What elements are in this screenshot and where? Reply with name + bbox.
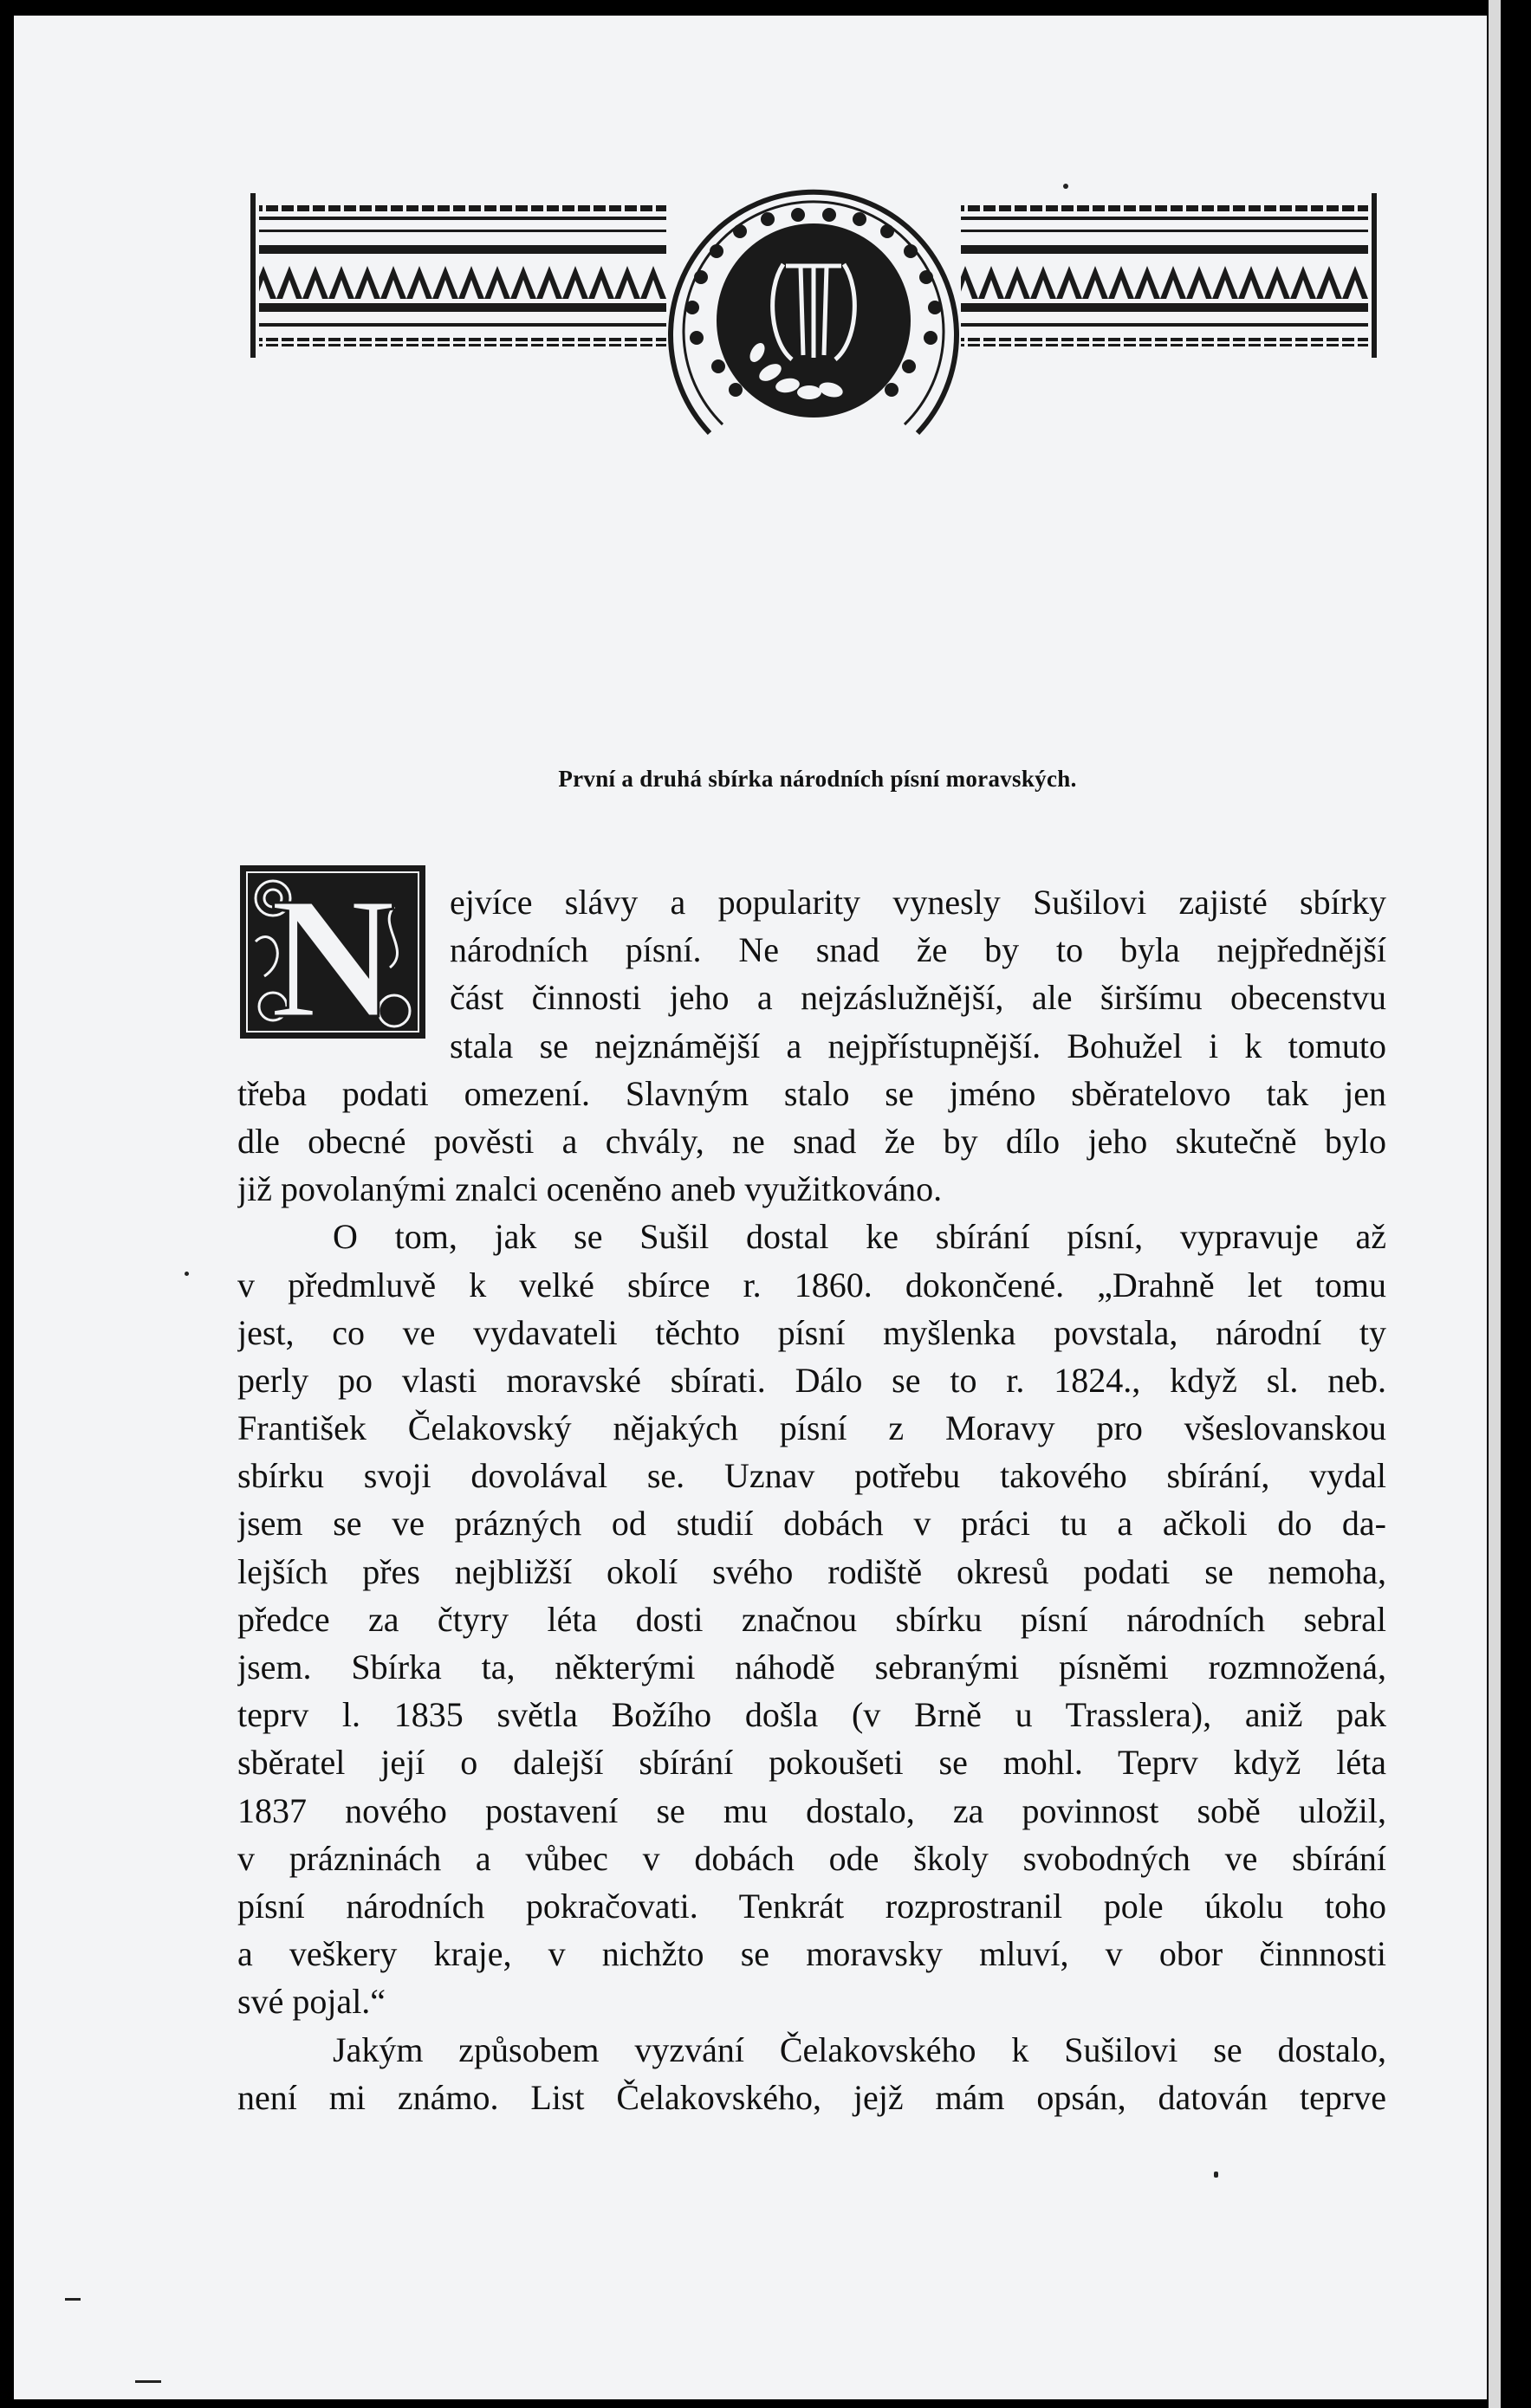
lyre-medallion: [671, 192, 957, 433]
right-band: [961, 193, 1377, 358]
section-heading: První a druhá sbírka národních písní moravských.: [558, 766, 1077, 792]
text-line: v předmluvě k velké sbírce r. 1860. dokončené. „Drahně let tomu: [237, 1265, 1386, 1304]
text-line: O tom, jak se Sušil dostal ke sbírání písní, vypravuje až: [333, 1217, 1386, 1257]
text-line: jsem se ve prázných od studií dobách v práci tu a ačkoli do da-: [237, 1504, 1386, 1544]
text-line: písní národních pokračovati. Tenkrát rozprostranil pole úkolu toho: [237, 1886, 1386, 1926]
text-line: sběratel její o dalejší sbírání pokoušeti se mohl. Teprv když léta: [237, 1743, 1386, 1783]
scan-speck: [185, 1272, 189, 1276]
page-edge: [1489, 0, 1501, 2408]
text-line: stala se nejznámější a nejpřístupnější. Bohužel i k tomuto: [450, 1026, 1386, 1065]
left-band: [250, 193, 666, 358]
drop-cap-letter: N: [269, 864, 396, 1047]
text-line: perly po vlasti moravské sbírati. Dálo se to r. 1824., když sl. neb.: [237, 1360, 1386, 1400]
text-line: teprv l. 1835 světla Božího došla (v Brně u Trasslera), aniž pak: [237, 1695, 1386, 1735]
text-line: předce za čtyry léta dosti značnou sbírku písní národních sebral: [237, 1599, 1386, 1639]
text-line: jest, co ve vydavateli těchto písní myšlenka povstala, národní ty: [237, 1312, 1386, 1352]
body-text: [237, 878, 1386, 2121]
text-line: třeba podati omezení. Slavným stalo se jméno sběratelovo tak jen: [237, 1073, 1386, 1113]
text-line: část činnosti jeho a nejzáslužnější, ale širšímu obecenstvu: [450, 978, 1386, 1018]
scan-speck: [1063, 184, 1068, 189]
header-ornament: [250, 169, 1377, 455]
text-line: již povolanými znalci oceněno aneb využitkováno.: [237, 1169, 943, 1209]
text-line: své pojal.“: [237, 1982, 386, 2022]
scan-speck: [135, 2380, 161, 2383]
text-line: lejších přes nejbližší okolí svého rodiště okresů podati se nemoha,: [237, 1551, 1386, 1591]
text-line: národních písní. Ne snad že by to byla nejpřednější: [450, 930, 1386, 970]
text-line: v prázninách a vůbec v dobách ode školy svobodných ve sbírání: [237, 1838, 1386, 1878]
text-line: dle obecné pověsti a chvály, ne snad že by dílo jeho skutečně bylo: [237, 1121, 1386, 1161]
text-line: Jakým způsobem vyzvání Čelakovského k Sušilovi se dostalo,: [333, 2029, 1386, 2069]
text-line: a veškery kraje, v nichžto se moravsky mluví, v obor činnnosti: [237, 1934, 1386, 1974]
text-line: ejvíce slávy a popularity vynesly Sušilovi zajisté sbírky: [450, 883, 1386, 922]
scan-speck: [1214, 2172, 1218, 2178]
text-line: sbírku svoji dovolával se. Uznav potřebu takového sbírání, vydal: [237, 1456, 1386, 1496]
text-line: František Čelakovský nějakých písní z Moravy pro všeslovanskou: [237, 1408, 1386, 1448]
text-line: není mi známo. List Čelakovského, jejž mám opsán, datován teprve: [237, 2077, 1386, 2117]
scan-speck: [65, 2298, 81, 2301]
text-line: 1837 nového postavení se mu dostalo, za povinnost sobě uložil,: [237, 1790, 1386, 1830]
text-line: jsem. Sbírka ta, některými náhodě sebranými písněmi rozmnožená,: [237, 1647, 1386, 1686]
